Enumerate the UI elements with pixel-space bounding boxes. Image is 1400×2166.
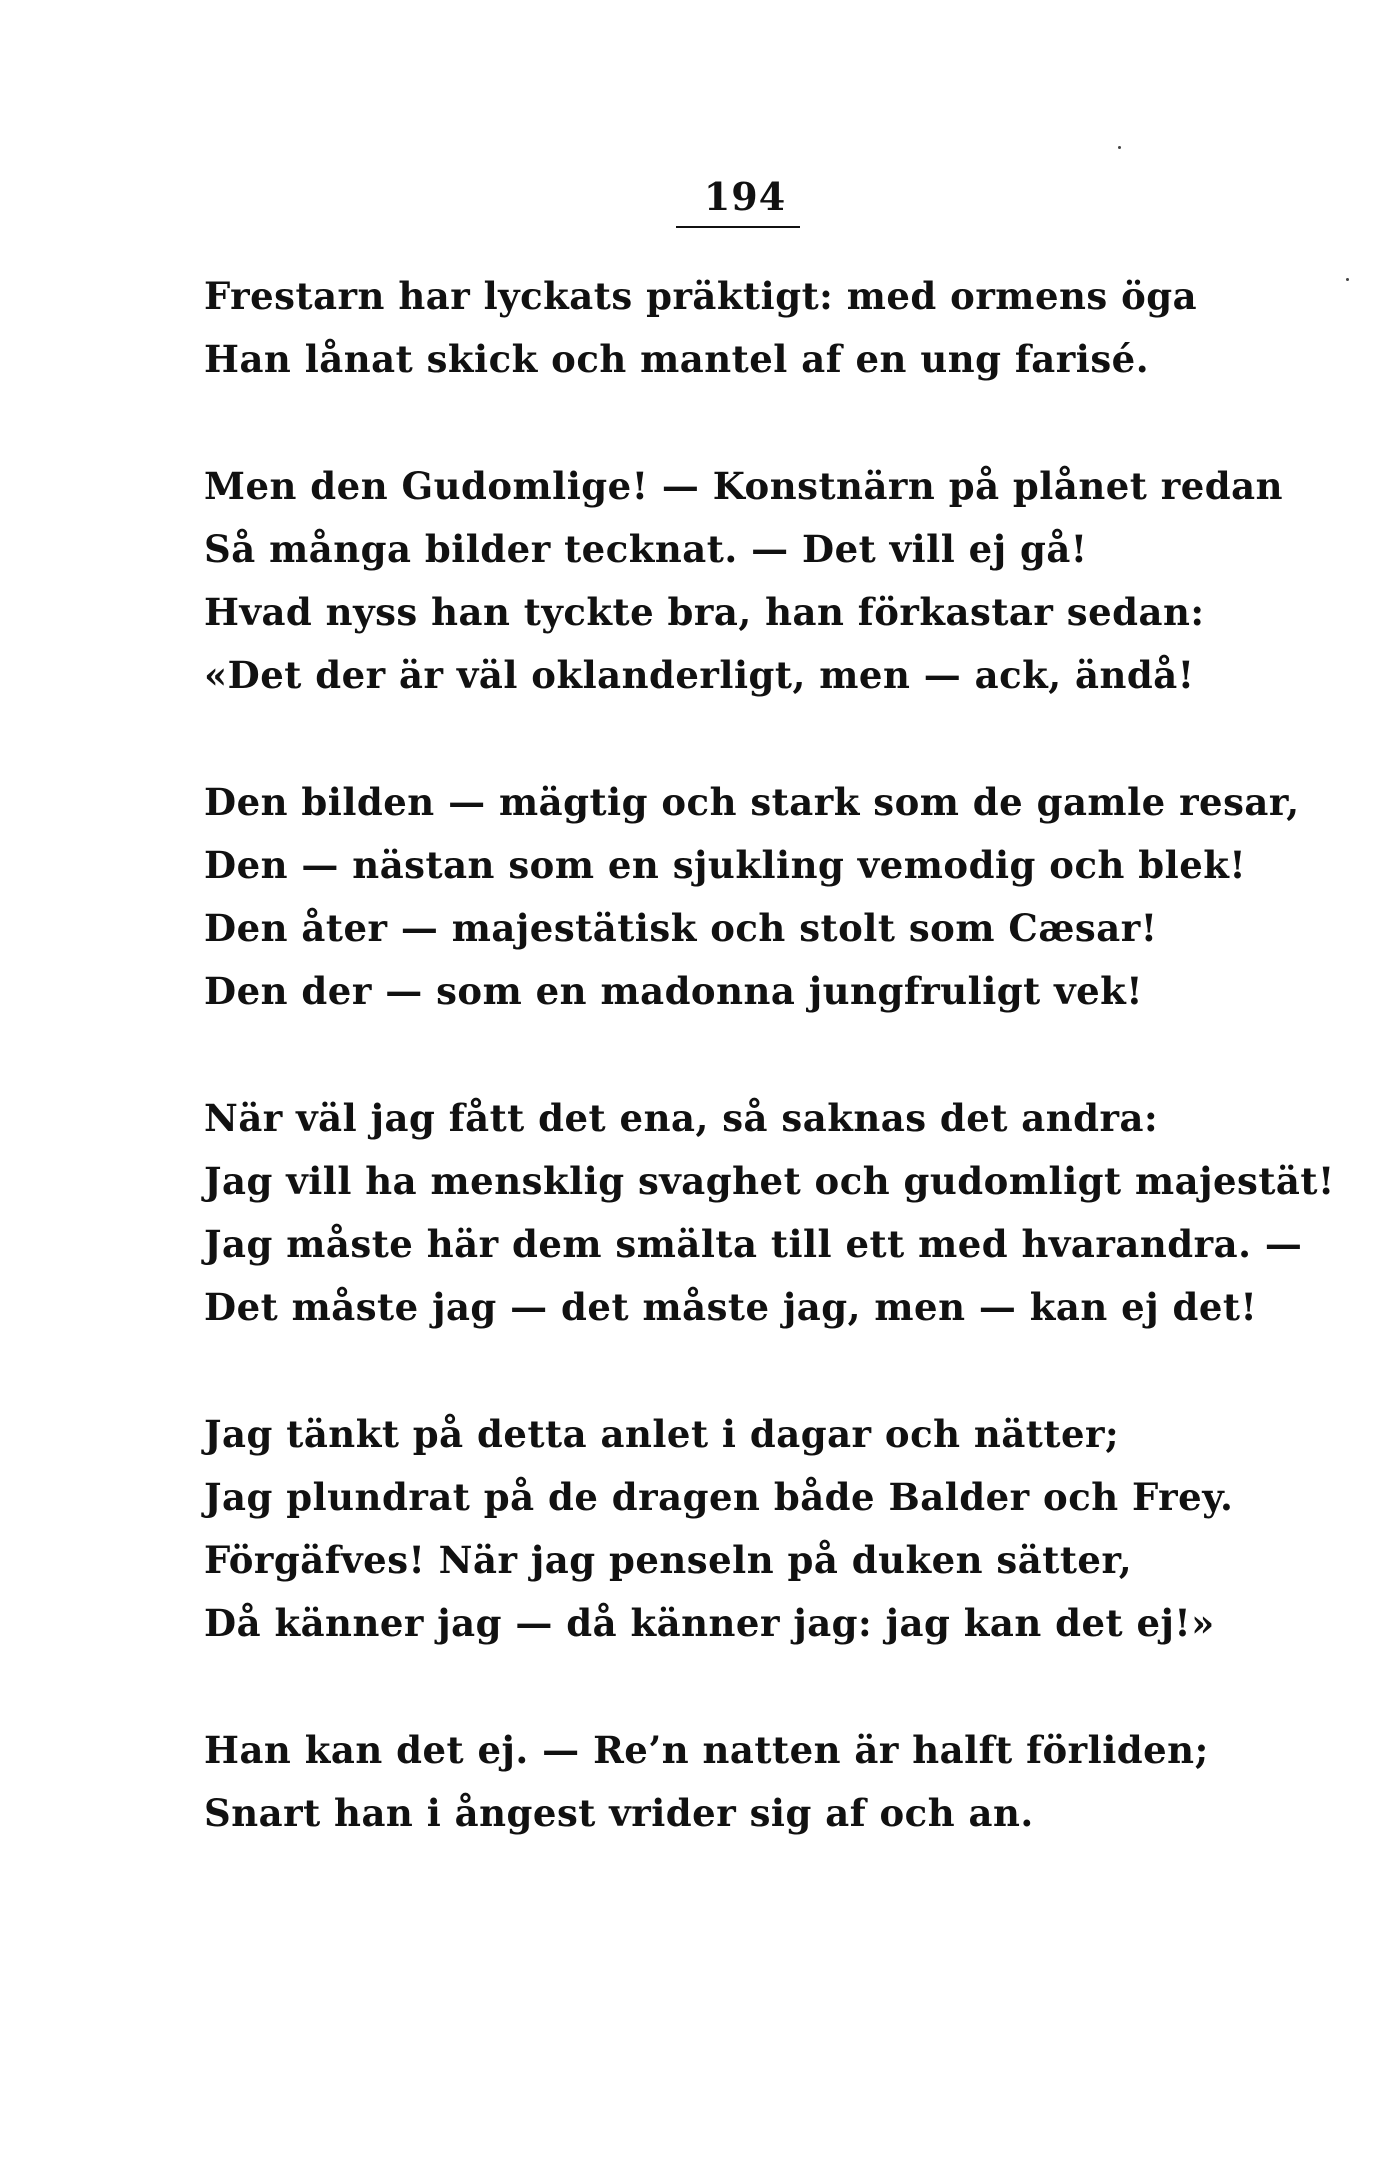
stanza-4 bbox=[204, 1087, 1335, 1339]
print-speck bbox=[1118, 146, 1121, 149]
stanza-5 bbox=[204, 1403, 1234, 1655]
poem-text bbox=[204, 265, 1335, 1909]
poem-line: Jag plundrat på de dragen både Balder och Frey. bbox=[204, 1475, 1234, 1519]
poem-line: Hvad nyss han tyckte bra, han förkastar sedan: bbox=[204, 590, 1205, 634]
poem-line: Så många bilder tecknat. — Det vill ej gå! bbox=[204, 527, 1088, 571]
poem-line: Den bilden — mägtig och stark som de gamle resar, bbox=[204, 780, 1300, 824]
poem-line: Han lånat skick och mantel af en ung farisé. bbox=[204, 337, 1150, 381]
poem-line: Men den Gudomlige! — Konstnärn på plånet redan bbox=[204, 464, 1284, 508]
print-speck bbox=[1346, 278, 1349, 281]
poem-line: Den — nästan som en sjukling vemodig och blek! bbox=[204, 843, 1247, 887]
page-number: 194 bbox=[703, 174, 787, 219]
poem-line: Förgäfves! När jag penseln på duken sätter, bbox=[204, 1538, 1133, 1582]
poem-line: Frestarn har lyckats präktigt: med ormens öga bbox=[204, 274, 1198, 318]
stanza-3 bbox=[204, 771, 1300, 1023]
poem-line: Den åter — majestätisk och stolt som Cæsar! bbox=[204, 906, 1158, 950]
poem-line: Jag tänkt på detta anlet i dagar och nätter; bbox=[204, 1412, 1120, 1456]
poem-line: Då känner jag — då känner jag: jag kan det ej!» bbox=[204, 1601, 1215, 1645]
poem-line: Jag måste här dem smälta till ett med hvarandra. — bbox=[204, 1222, 1303, 1266]
stanza-6 bbox=[204, 1719, 1224, 1845]
stanza-2 bbox=[204, 455, 1284, 707]
poem-line: Det måste jag — det måste jag, men — kan ej det! bbox=[204, 1285, 1258, 1329]
stanza-1 bbox=[204, 265, 1224, 391]
page-number-rule bbox=[676, 226, 800, 228]
poem-line: Den der — som en madonna jungfruligt vek! bbox=[204, 969, 1144, 1013]
poem-line: Jag vill ha mensklig svaghet och gudomligt majestät! bbox=[204, 1159, 1335, 1203]
poem-line: När väl jag fått det ena, så saknas det andra: bbox=[204, 1096, 1159, 1140]
poem-line: Han kan det ej. — Re’n natten är halft förliden; bbox=[204, 1728, 1209, 1772]
poem-line: Snart han i ångest vrider sig af och an. bbox=[204, 1791, 1034, 1835]
poem-line: «Det der är väl oklanderligt, men — ack, ändå! bbox=[204, 653, 1195, 697]
